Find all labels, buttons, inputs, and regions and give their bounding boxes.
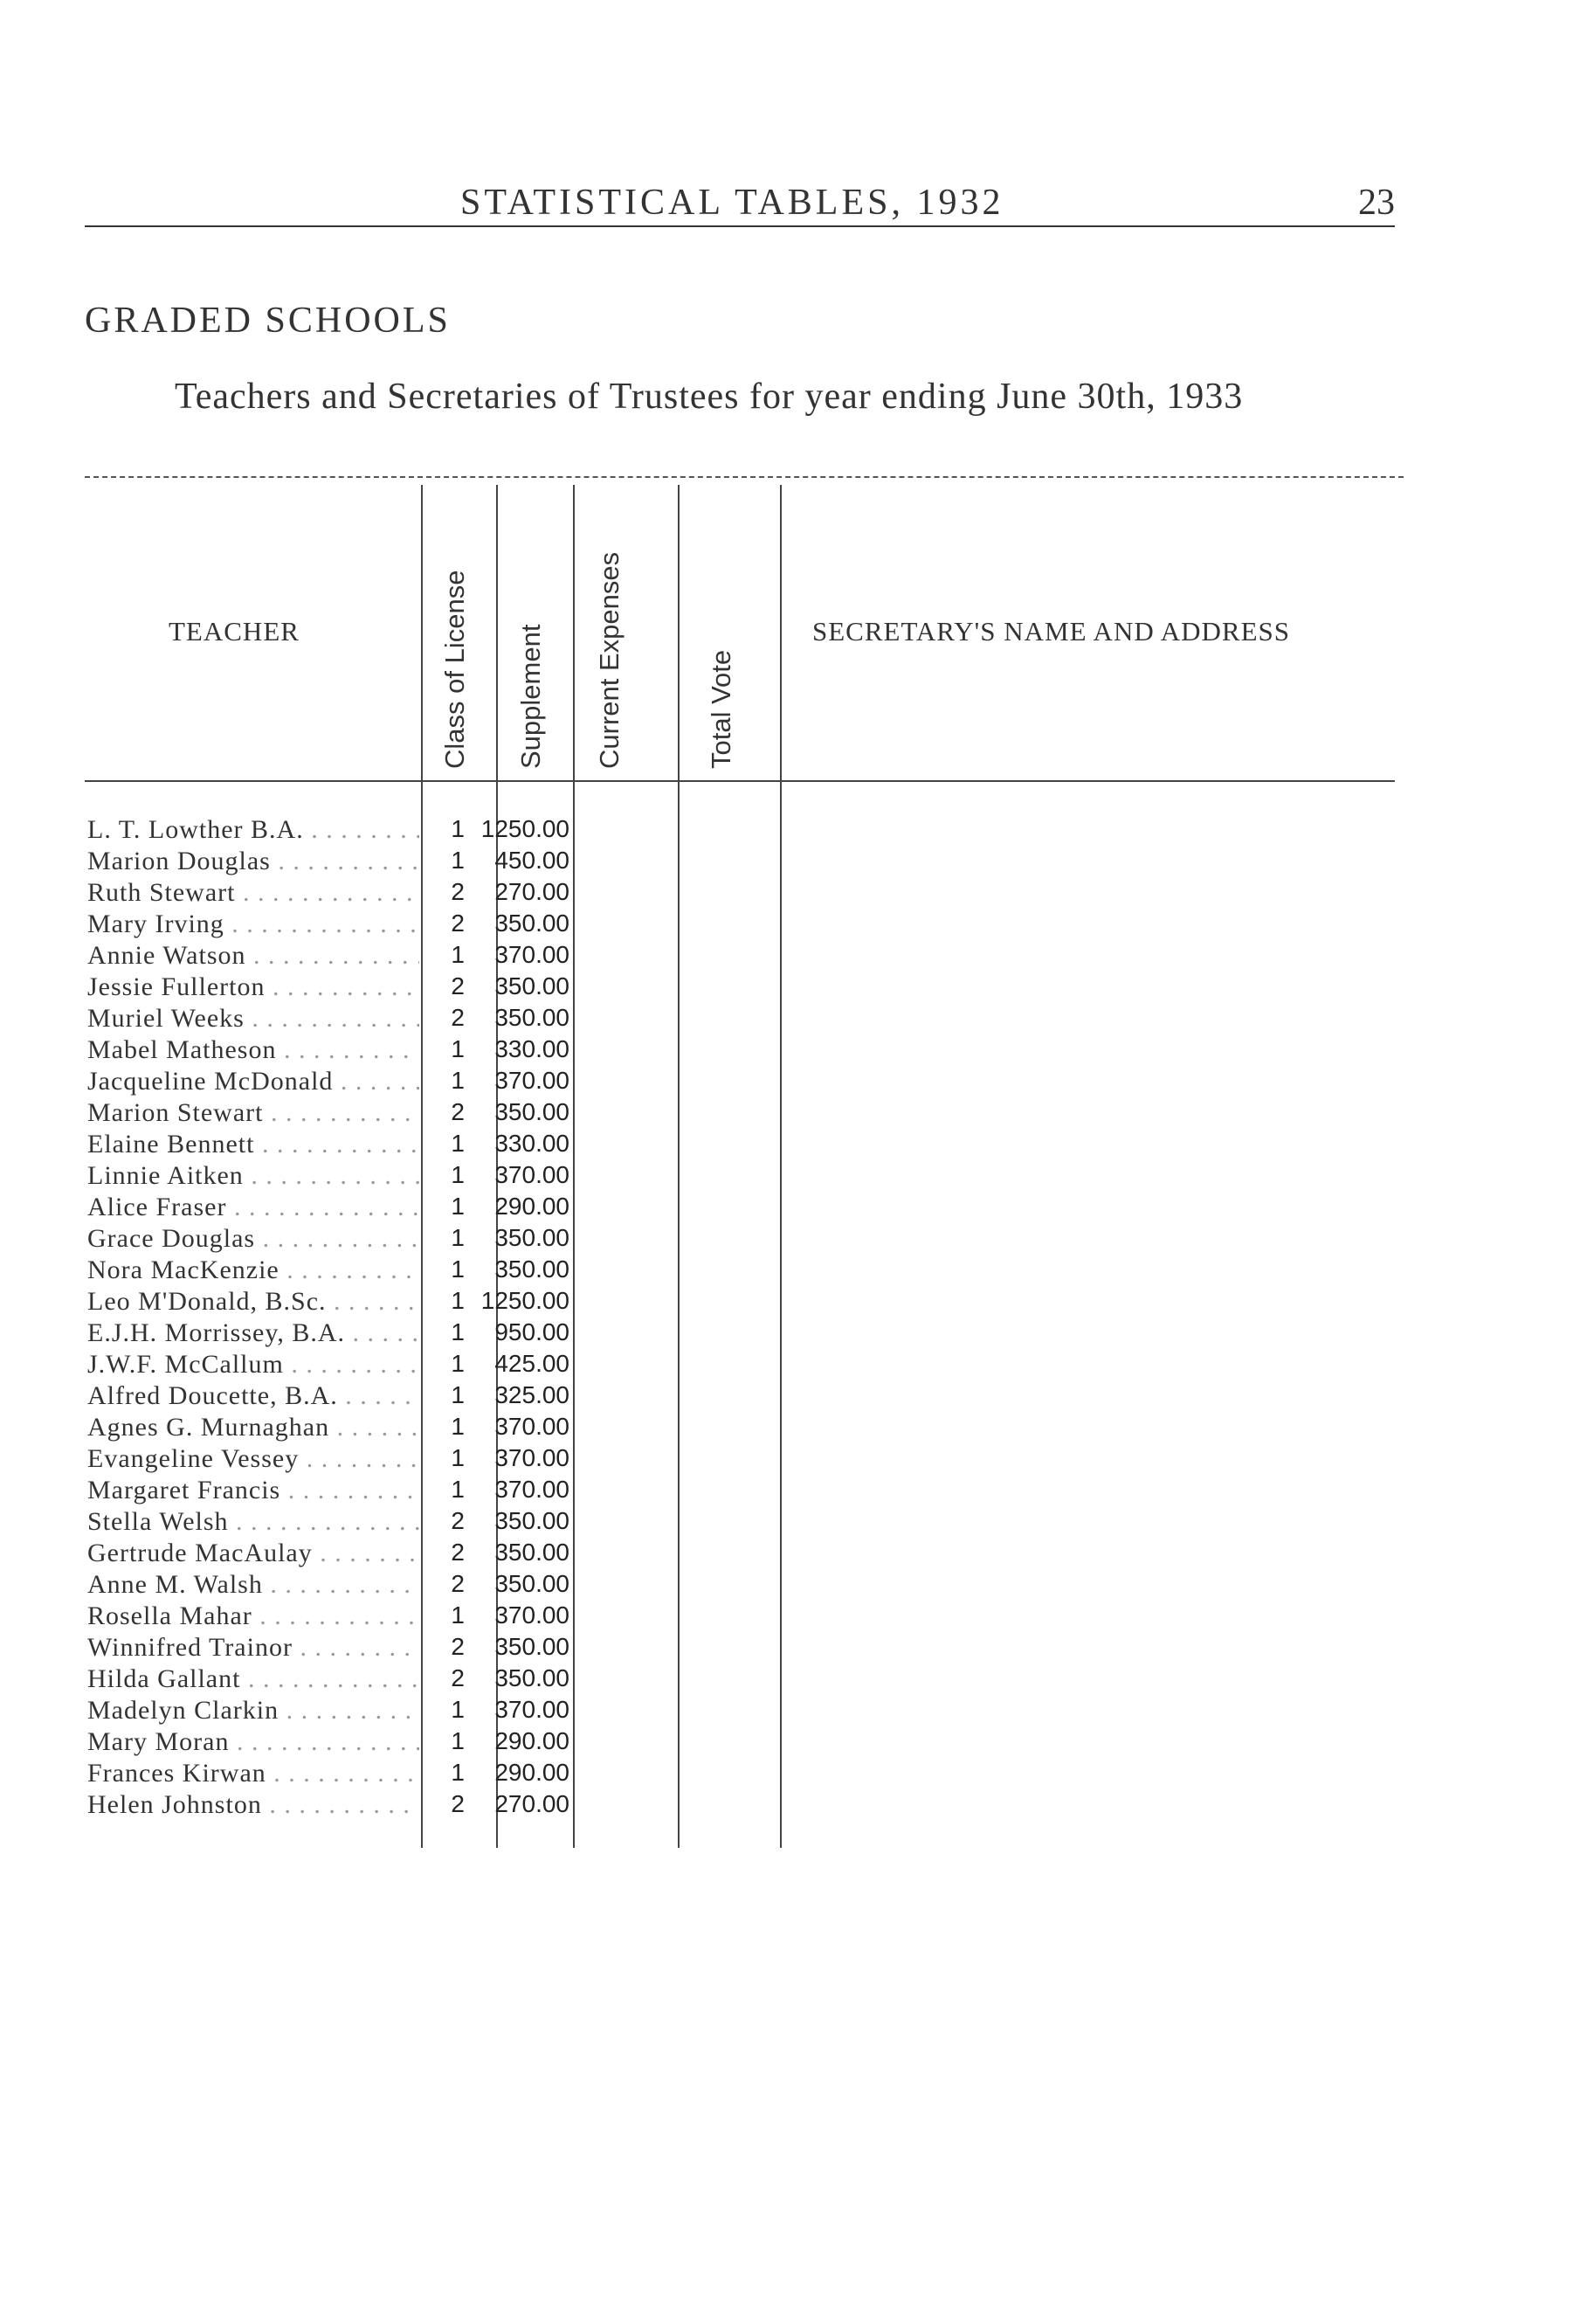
teacher-name: J.W.F. McCallum . . . <box>87 1350 419 1380</box>
table-row <box>0 1444 1594 1476</box>
class-of-license: 1 <box>451 1601 465 1629</box>
class-of-license: 1 <box>451 1696 465 1723</box>
teacher-name: Jacqueline McDonald . . . <box>87 1067 419 1096</box>
supplement-amount: 450.00 <box>494 847 569 874</box>
table-row <box>0 1224 1594 1255</box>
table-row <box>0 1318 1594 1350</box>
teacher-name: Rosella Mahar . . . <box>87 1601 419 1631</box>
table-row <box>0 1413 1594 1444</box>
table-row <box>0 1664 1594 1696</box>
supplement-amount: 325.00 <box>494 1381 569 1408</box>
class-of-license: 1 <box>451 1067 465 1094</box>
table-row <box>0 1255 1594 1287</box>
supplement-amount: 370.00 <box>494 1161 569 1188</box>
class-of-license: 1 <box>451 1224 465 1251</box>
table-header-rule <box>85 780 1395 782</box>
column-header-current-expenses: Current Expenses <box>594 551 624 769</box>
table-row <box>0 1098 1594 1130</box>
column-header-class-of-license: Class of License <box>439 570 470 769</box>
teacher-name: Jessie Fullerton . . . <box>87 972 419 1002</box>
teacher-name: Alice Fraser . . . <box>87 1193 419 1222</box>
teacher-name: Anne M. Walsh . . . <box>87 1570 419 1600</box>
class-of-license: 1 <box>451 1130 465 1157</box>
table-row <box>0 1507 1594 1539</box>
teacher-name: Agnes G. Murnaghan . . . <box>87 1413 419 1442</box>
table-row <box>0 1035 1594 1067</box>
supplement-amount: 350.00 <box>494 1004 569 1031</box>
supplement-amount: 290.00 <box>494 1759 569 1786</box>
teacher-name: Winnifred Trainor . . . <box>87 1633 419 1663</box>
teacher-name: Mary Moran . . . <box>87 1727 419 1757</box>
class-of-license: 2 <box>451 1790 465 1817</box>
teacher-name: Muriel Weeks . . . <box>87 1004 419 1034</box>
teacher-name: Ruth Stewart . . . <box>87 878 419 908</box>
table-row <box>0 1004 1594 1035</box>
column-header-total-vote: Total Vote <box>706 649 736 769</box>
supplement-amount: 350.00 <box>494 1098 569 1125</box>
supplement-amount: 370.00 <box>494 1601 569 1629</box>
teacher-name: Margaret Francis . . . <box>87 1476 419 1505</box>
class-of-license: 2 <box>451 1570 465 1597</box>
teacher-name: Hilda Gallant . . . <box>87 1664 419 1694</box>
teacher-name: L. T. Lowther B.A. . . . <box>87 815 419 845</box>
table-row <box>0 1759 1594 1790</box>
table-row <box>0 1696 1594 1727</box>
teacher-name: Annie Watson . . . <box>87 941 419 971</box>
class-of-license: 1 <box>451 1318 465 1345</box>
supplement-amount: 350.00 <box>494 1539 569 1566</box>
class-of-license: 2 <box>451 1633 465 1660</box>
supplement-amount: 270.00 <box>494 1790 569 1817</box>
table-row <box>0 815 1594 847</box>
teacher-name: Leo M'Donald, B.Sc. . . . <box>87 1287 419 1317</box>
table-top-rule <box>85 476 1404 478</box>
table-row <box>0 972 1594 1004</box>
teacher-name: Helen Johnston . . . <box>87 1790 419 1820</box>
class-of-license: 1 <box>451 1476 465 1503</box>
teacher-name: Gertrude MacAulay . . . <box>87 1539 419 1568</box>
supplement-amount: 350.00 <box>494 1255 569 1283</box>
class-of-license: 2 <box>451 910 465 937</box>
table-row <box>0 1381 1594 1413</box>
supplement-amount: 370.00 <box>494 1413 569 1440</box>
column-header-supplement: Supplement <box>515 624 546 769</box>
teacher-name: Marion Douglas . . . <box>87 847 419 876</box>
teacher-name: Madelyn Clarkin . . . <box>87 1696 419 1726</box>
subtitle: Teachers and Secretaries of Trustees for year ending June 30th, 1933 <box>175 377 1244 417</box>
class-of-license: 2 <box>451 1664 465 1691</box>
supplement-amount: 350.00 <box>494 1224 569 1251</box>
running-title: STATISTICAL TABLES, 1932 <box>460 183 1004 223</box>
teacher-table-body <box>0 815 1594 1822</box>
supplement-amount: 350.00 <box>494 1664 569 1691</box>
table-row <box>0 1601 1594 1633</box>
table-row <box>0 878 1594 910</box>
table-row <box>0 1633 1594 1664</box>
class-of-license: 2 <box>451 1004 465 1031</box>
supplement-amount: 425.00 <box>494 1350 569 1377</box>
supplement-amount: 290.00 <box>494 1193 569 1220</box>
supplement-amount: 950.00 <box>494 1318 569 1345</box>
supplement-amount: 370.00 <box>494 941 569 968</box>
class-of-license: 1 <box>451 1350 465 1377</box>
supplement-amount: 350.00 <box>494 1570 569 1597</box>
table-row <box>0 1790 1594 1822</box>
table-row <box>0 910 1594 941</box>
class-of-license: 1 <box>451 1444 465 1471</box>
class-of-license: 2 <box>451 972 465 999</box>
table-row <box>0 1727 1594 1759</box>
table-row <box>0 1130 1594 1161</box>
teacher-name: E.J.H. Morrissey, B.A. . . . <box>87 1318 419 1348</box>
supplement-amount: 330.00 <box>494 1035 569 1062</box>
table-row <box>0 1476 1594 1507</box>
teacher-name: Mary Irving . . . <box>87 910 419 939</box>
supplement-amount: 1250.00 <box>480 815 569 842</box>
supplement-amount: 330.00 <box>494 1130 569 1157</box>
teacher-name: Frances Kirwan . . . <box>87 1759 419 1788</box>
class-of-license: 1 <box>451 847 465 874</box>
section-title: GRADED SCHOOLS <box>85 301 451 341</box>
class-of-license: 2 <box>451 878 465 905</box>
class-of-license: 1 <box>451 1193 465 1220</box>
class-of-license: 1 <box>451 1255 465 1283</box>
table-row <box>0 1193 1594 1224</box>
class-of-license: 1 <box>451 1381 465 1408</box>
class-of-license: 2 <box>451 1098 465 1125</box>
supplement-amount: 350.00 <box>494 972 569 999</box>
supplement-amount: 350.00 <box>494 1507 569 1534</box>
table-row <box>0 1539 1594 1570</box>
supplement-amount: 290.00 <box>494 1727 569 1754</box>
table-row <box>0 847 1594 878</box>
table-row <box>0 1161 1594 1193</box>
class-of-license: 1 <box>451 1035 465 1062</box>
supplement-amount: 370.00 <box>494 1696 569 1723</box>
teacher-name: Marion Stewart . . . <box>87 1098 419 1128</box>
supplement-amount: 370.00 <box>494 1067 569 1094</box>
teacher-name: Alfred Doucette, B.A. . . . <box>87 1381 419 1411</box>
supplement-amount: 270.00 <box>494 878 569 905</box>
column-header-teacher: TEACHER <box>169 616 300 647</box>
supplement-amount: 350.00 <box>494 1633 569 1660</box>
class-of-license: 1 <box>451 1161 465 1188</box>
class-of-license: 2 <box>451 1507 465 1534</box>
class-of-license: 2 <box>451 1539 465 1566</box>
table-row <box>0 1287 1594 1318</box>
supplement-amount: 1250.00 <box>480 1287 569 1314</box>
supplement-amount: 370.00 <box>494 1476 569 1503</box>
teacher-name: Mabel Matheson . . . <box>87 1035 419 1065</box>
teacher-name: Linnie Aitken . . . <box>87 1161 419 1191</box>
supplement-amount: 350.00 <box>494 910 569 937</box>
teacher-name: Nora MacKenzie . . . <box>87 1255 419 1285</box>
table-row <box>0 1067 1594 1098</box>
teacher-name: Evangeline Vessey . . . <box>87 1444 419 1474</box>
teacher-name: Stella Welsh . . . <box>87 1507 419 1537</box>
class-of-license: 1 <box>451 1287 465 1314</box>
supplement-amount: 370.00 <box>494 1444 569 1471</box>
teacher-name: Elaine Bennett . . . <box>87 1130 419 1159</box>
column-header-secretary: SECRETARY'S NAME AND ADDRESS <box>812 616 1291 647</box>
class-of-license: 1 <box>451 941 465 968</box>
table-row <box>0 941 1594 972</box>
class-of-license: 1 <box>451 1759 465 1786</box>
teacher-name: Grace Douglas . . . <box>87 1224 419 1254</box>
class-of-license: 1 <box>451 1413 465 1440</box>
table-row <box>0 1350 1594 1381</box>
table-row <box>0 1570 1594 1601</box>
class-of-license: 1 <box>451 815 465 842</box>
running-head <box>85 182 1395 227</box>
page-number: 23 <box>1358 183 1395 223</box>
class-of-license: 1 <box>451 1727 465 1754</box>
